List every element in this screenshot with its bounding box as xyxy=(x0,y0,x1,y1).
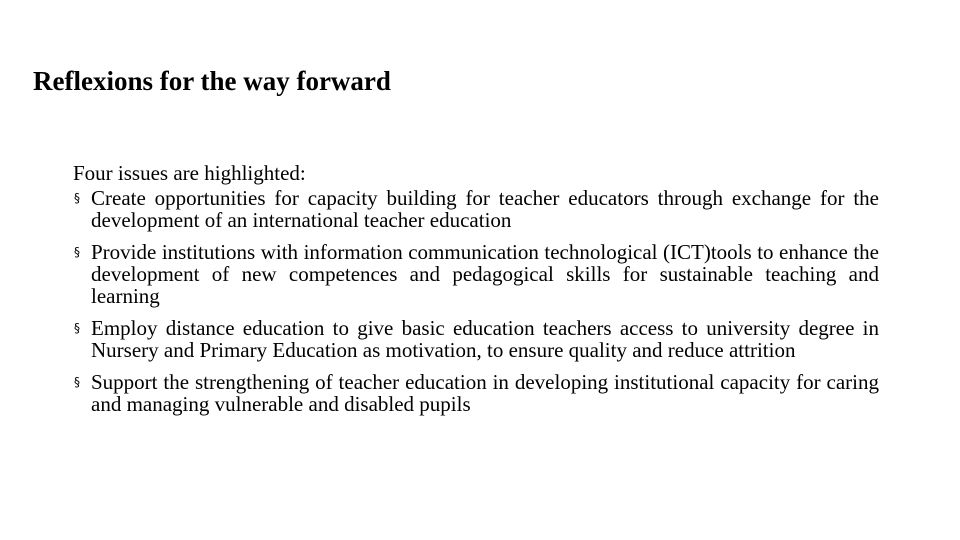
bullet-icon: § xyxy=(74,191,80,205)
bullet-icon: § xyxy=(74,321,80,335)
bullet-item-ict-tools xyxy=(73,241,879,307)
slide-title: Reflexions for the way forward xyxy=(33,66,391,96)
bullet-icon: § xyxy=(74,375,80,389)
bullet-item-distance-education xyxy=(73,317,879,361)
bullet-item-institutional-capacity xyxy=(73,371,879,415)
slide-body xyxy=(73,160,879,425)
intro-text: Four issues are highlighted: xyxy=(73,161,306,185)
bullet-text: Employ distance education to give basic education teachers access to university degree in Nursery and Primary Education as motivation, to ensure quality and reduce attrition xyxy=(91,316,879,362)
bullet-text: Support the strengthening of teacher education in developing institutional capacity for caring and managing vulnerable and disabled pupils xyxy=(91,370,879,416)
bullet-list xyxy=(73,187,879,415)
bullet-icon: § xyxy=(74,245,80,259)
bullet-text: Provide institutions with information communication technological (ICT)tools to enhance the development of new competences and pedagogical skills for sustainable teaching and learning xyxy=(91,240,879,308)
bullet-text: Create opportunities for capacity building for teacher educators through exchange for the development of an international teacher education xyxy=(91,186,879,232)
bullet-item-capacity-building xyxy=(73,187,879,231)
